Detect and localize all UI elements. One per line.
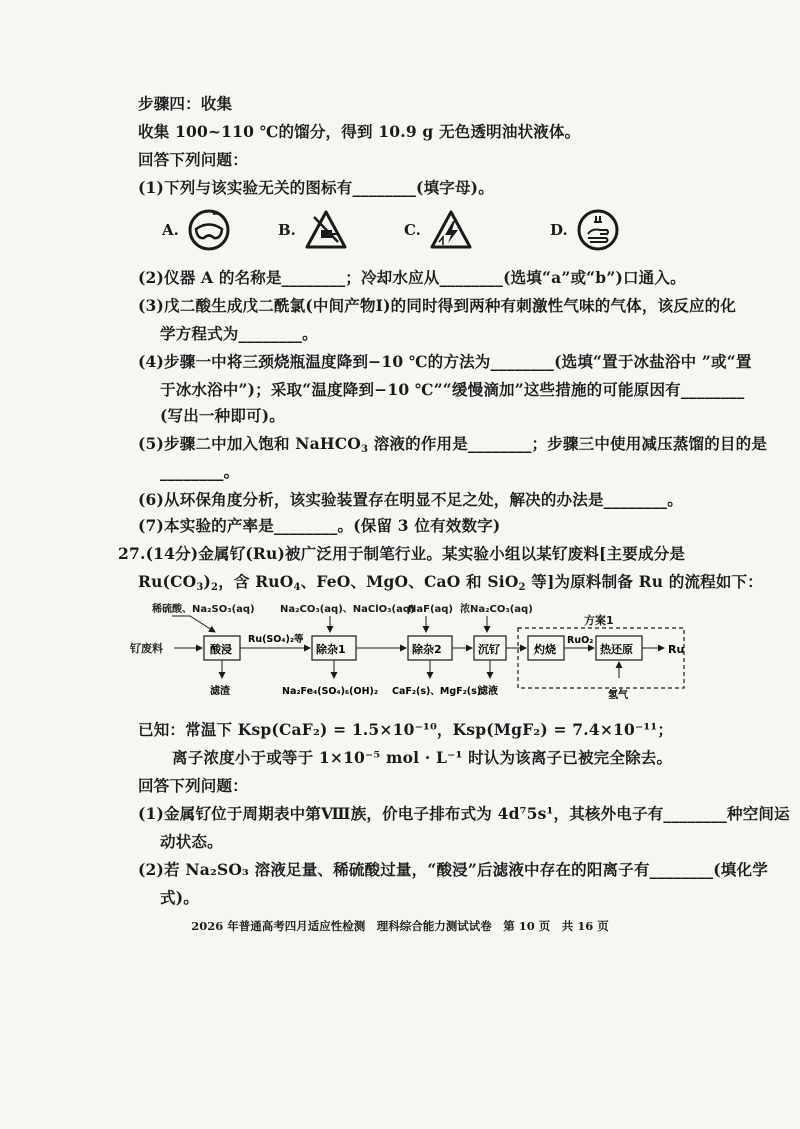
reagent-acid-leach: 稀硫酸、Na₂SO₃(aq) [152, 604, 255, 615]
option-c [404, 208, 473, 252]
question-2: (2)仪器 A 的名称是________；冷却水应从________(选填“a”或“b”)口通入。 [138, 268, 686, 287]
step-thermal-reduction-label: 热还原 [600, 643, 633, 656]
output-filtrate: 滤液 [478, 686, 498, 697]
step-precipitate-ru-label: 沉钌 [478, 643, 500, 656]
option-a [162, 208, 231, 252]
output-jarosite: Na₂Fe₄(SO₄)₆(OH)₂ [282, 686, 379, 697]
q27-sub2-line-2: 式)。 [160, 888, 199, 907]
question-5-line-2: ________。 [160, 462, 240, 481]
output-fluorides: CaF₂(s)、MgF₂(s) [392, 686, 482, 697]
question-5-line-1: (5)步骤二中加入饱和 NaHCO$_3$ 溶液的作用是________；步骤三中使用减压蒸馏的目的是 [138, 434, 768, 455]
plan-1-box [518, 628, 684, 688]
step-impurity-2-label: 除杂2 [412, 643, 442, 656]
intermediate-label: Ru(SO₄)₂等 [248, 634, 304, 645]
electric-hazard-icon [429, 209, 473, 251]
reagent-impurity-1: Na₂CO₃(aq)、NaClO₃(aq) [280, 604, 415, 615]
q27-sub2-line-1: (2)若 Na₂SO₃ 溶液足量、稀硫酸过量，“酸浸”后滤液中存在的阳离子有________(填化学 [138, 860, 768, 879]
option-c-label: C. [404, 221, 421, 239]
icon-options [158, 208, 628, 252]
reagent-impurity-2: NaF(aq) [408, 604, 453, 615]
reagent-precipitate: 浓Na₂CO₃(aq) [460, 604, 533, 615]
step-impurity-1-label: 除杂1 [316, 643, 346, 656]
output-residue: 滤渣 [210, 686, 230, 697]
q27-sub1-line-2: 动状态。 [160, 832, 223, 851]
plan-label: 方案1 [584, 614, 614, 627]
known-line-1: 已知：常温下 Ksp(CaF₂) = 1.5×10⁻¹⁰，Ksp(MgF₂) = 7.4×10⁻¹¹； [138, 720, 674, 739]
question-3-line-2: 学方程式为________。 [160, 324, 318, 343]
question-6: (6)从环保角度分析，该实验装置存在明显不足之处，解决的办法是________。 [138, 490, 683, 509]
known-line-2: 离子浓度小于或等于 1×10⁻⁵ mol · L⁻¹ 时认为该离子已被完全除去。 [172, 748, 673, 767]
step-acid-leach-label: 酸浸 [210, 643, 232, 656]
q27-sub1-line-1: (1)金属钌位于周期表中第Ⅷ族，价电子排布式为 4d⁷5s¹，其核外电子有________种空间运 [138, 804, 790, 823]
question-4-line-1: (4)步骤一中将三颈烧瓶温度降到−10 ℃的方法为________(选填“置于冰盐浴中 ”或“置 [138, 352, 752, 371]
step4-title: 步骤四：收集 [138, 94, 233, 113]
question-1: (1)下列与该实验无关的图标有________(填字母)。 [138, 178, 494, 197]
question-27-line-1: 27.(14分)金属钌(Ru)被广泛用于制笔行业。某实验小组以某钌废料[主要成分是 [118, 544, 686, 563]
step-calcine-label: 灼烧 [534, 643, 556, 656]
sharp-object-icon [304, 209, 348, 251]
hydrogen-label: 氢气 [608, 690, 628, 701]
question-27-line-2: $Ru(CO_3)_2$，含 RuO$_4$、FeO、MgO、CaO 和 SiO$_2$ 等]为原料制备 Ru 的流程如下： [138, 572, 763, 593]
option-a-label: A. [162, 221, 179, 239]
question-7: (7)本实验的产率是________。(保留 3 位有效数字) [138, 516, 501, 535]
page-footer: 2026 年普通高考四月适应性检测 理科综合能力测试试卷 第 10 页 共 16 页 [191, 919, 609, 933]
option-b [278, 208, 348, 252]
step4-text: 收集 100~110 ℃的馏分，得到 10.9 g 无色透明油状液体。 [138, 122, 581, 141]
ruo2-label: RuO₂ [567, 635, 594, 646]
answer-prompt-27: 回答下列问题： [138, 776, 248, 795]
start-material: 钌废料 [130, 642, 163, 655]
question-4-line-2: 于冰水浴中”)；采取“温度降到−10 ℃”“缓慢滴加”这些措施的可能原因有________ [160, 380, 745, 399]
question-4-line-3: (写出一种即可)。 [160, 406, 285, 425]
protective-goggles-icon [187, 208, 231, 252]
option-d [550, 208, 620, 252]
option-b-label: B. [278, 221, 296, 239]
option-d-label: D. [550, 221, 568, 239]
question-3-line-1: (3)戊二酸生成戊二酰氯(中间产物Ⅰ)的同时得到两种有刺激性气味的气体，该反应的化 [138, 296, 737, 315]
answer-prompt: 回答下列问题： [138, 150, 248, 169]
product-label: Ru [668, 643, 685, 656]
process-flow-diagram [130, 598, 690, 718]
wash-hands-icon [576, 208, 620, 252]
